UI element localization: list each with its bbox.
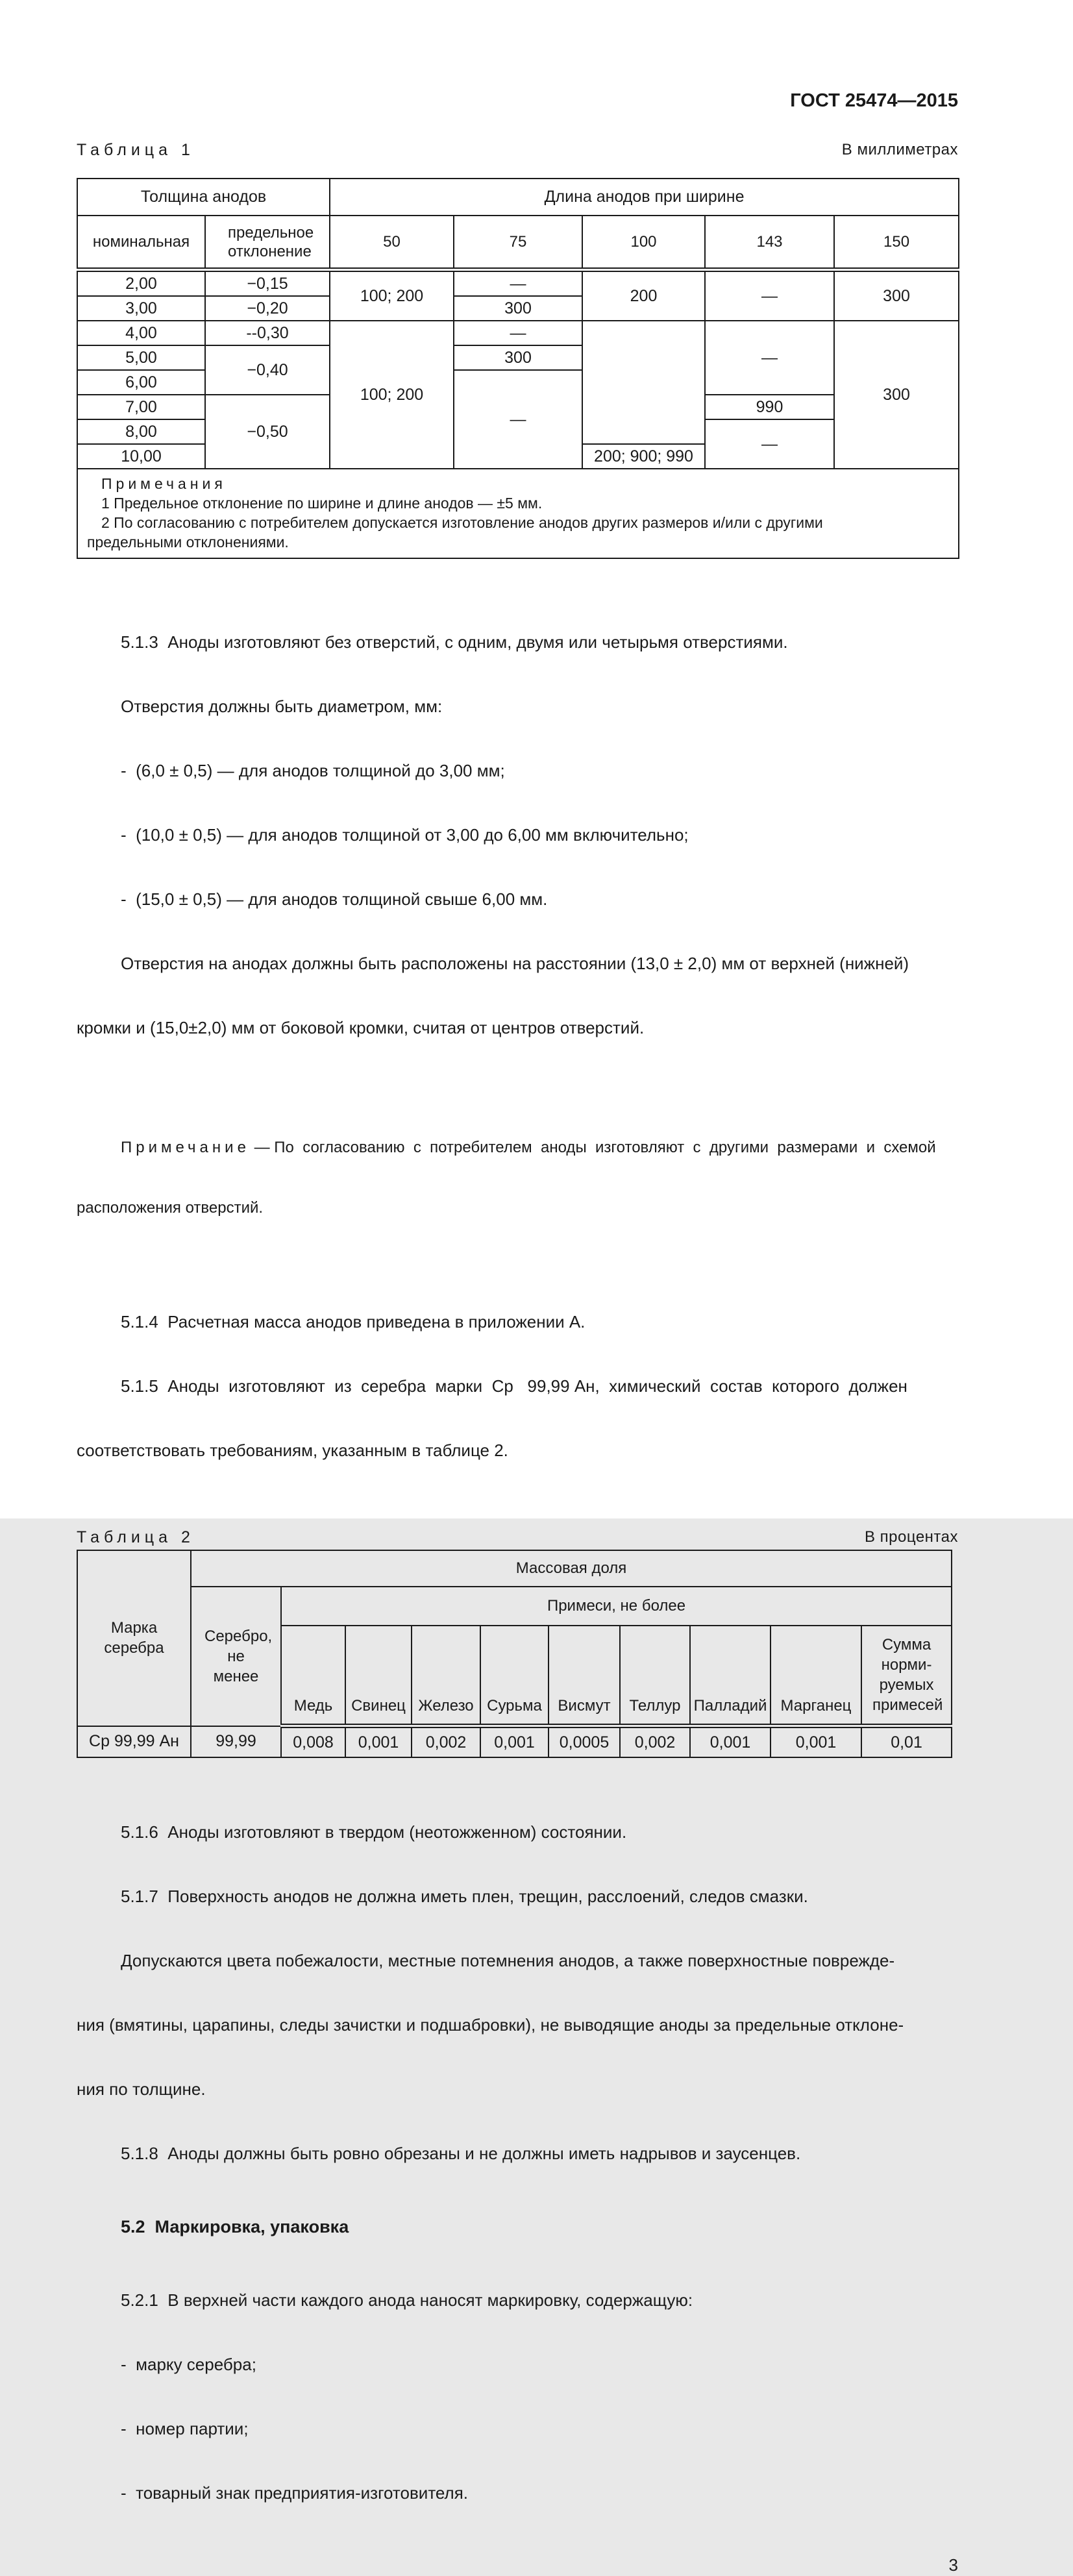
page-content xyxy=(77,0,958,2576)
table1-cell: 200 xyxy=(582,270,705,321)
table2-cell: 0,002 xyxy=(412,1726,480,1758)
table1-cell: −0,20 xyxy=(205,296,330,321)
table1 xyxy=(77,178,959,559)
table1-cell: — xyxy=(705,419,834,469)
table1-cell: 10,00 xyxy=(77,444,205,469)
bullet-diameter-10: - (10,0 ± 0,5) — для анодов толщиной от 3,00 до 6,00 мм включительно; xyxy=(121,825,689,845)
table2-header-row-2 xyxy=(77,1587,952,1626)
table1-header-length: Длина анодов при ширине xyxy=(330,179,959,216)
paragraph-hole-diameters: Отверстия должны быть диаметром, мм: xyxy=(121,697,443,716)
table1-cell: 7,00 xyxy=(77,395,205,419)
table1-cell: 4,00 xyxy=(77,321,205,345)
table1-notes-title: Примечания xyxy=(101,475,227,492)
paragraph-5-1-7-line-2: ния (вмятины, царапины, следы зачистки и подшабровки), не выводящие аноды за предельные отклоне- xyxy=(77,2015,904,2035)
table2-header-antimony: Сурьма xyxy=(480,1626,549,1726)
table2-cell: Ср 99,99 Ан xyxy=(77,1726,191,1758)
table2-header-grade: Марка серебра xyxy=(77,1550,191,1726)
paragraph-5-1-6: 5.1.6 Аноды изготовляют в твердом (неотожженном) состоянии. xyxy=(121,1822,627,1842)
table2-header-bismuth: Висмут xyxy=(549,1626,620,1726)
table2-header-lead: Свинец xyxy=(345,1626,412,1726)
table1-note-2: 2 По согласованию с потребителем допускается изготовление анодов других размеров и/или с другими xyxy=(101,514,823,531)
table1-cell: 6,00 xyxy=(77,370,205,395)
table1-cell: 300 xyxy=(834,321,959,469)
table2-units: В процентах xyxy=(864,1528,958,1546)
table2-cell: 0,001 xyxy=(771,1726,861,1758)
table2-cell: 0,01 xyxy=(861,1726,952,1758)
bullet-batch-number: - номер партии; xyxy=(121,2419,249,2438)
table2-cell: 0,001 xyxy=(345,1726,412,1758)
note-prefix: Примечание xyxy=(121,1139,250,1156)
table1-header-deviation: предельное отклонение xyxy=(205,216,330,270)
paragraph-5-1-7: 5.1.7 Поверхность анодов не должна иметь плен, трещин, расслоений, следов смазки. xyxy=(121,1887,808,1906)
table2-header-impurity-sum: Сумма норми-руемых примесей xyxy=(861,1626,952,1726)
note-block xyxy=(77,1097,958,1258)
table1-header-width-150: 150 xyxy=(834,216,959,270)
bullet-diameter-15: - (15,0 ± 0,5) — для анодов толщиной свыше 6,00 мм. xyxy=(121,889,548,909)
table1-cell: 2,00 xyxy=(77,270,205,297)
doc-number: ГОСТ 25474—2015 xyxy=(790,90,958,111)
table1-caption-row xyxy=(77,140,958,160)
table1-cell: — xyxy=(454,370,582,469)
section-5-1-3 xyxy=(77,589,958,1082)
table1-header-row-1 xyxy=(77,179,959,216)
table1-cell: 200; 900; 990 xyxy=(582,444,705,469)
page-number: 3 xyxy=(948,2555,958,2575)
table1-cell: 100; 200 xyxy=(330,321,454,469)
paragraph-5-1-3: 5.1.3 Аноды изготовляют без отверстий, с одним, двумя или четырьмя отверстиями. xyxy=(121,632,788,652)
bullet-diameter-6: - (6,0 ± 0,5) — для анодов толщиной до 3,00 мм; xyxy=(121,761,505,780)
table1-cell: --0,30 xyxy=(205,321,330,345)
table1-cell: 8,00 xyxy=(77,419,205,444)
table2-header-row-1 xyxy=(77,1550,952,1587)
bullet-trademark: - товарный знак предприятия-изготовителя. xyxy=(121,2483,469,2503)
heading-5-2: 5.2 Маркировка, упаковка xyxy=(121,2217,349,2236)
note-text: — По согласованию с потребителем аноды изготовляют с другими размерами и схемой xyxy=(249,1139,936,1156)
paragraph-5-1-5-line-1: 5.1.5 Аноды изготовляют из серебра марки Ср 99,99 Ан, химический состав которого должен xyxy=(121,1376,907,1396)
table2-header-manganese: Марганец xyxy=(771,1626,861,1726)
table1-cell: 3,00 xyxy=(77,296,205,321)
table1-row xyxy=(77,321,959,345)
table2-cell: 0,0005 xyxy=(549,1726,620,1758)
paragraph-5-1-7-line-1: Допускаются цвета побежалости, местные потемнения анодов, а также поверхностные поврежде- xyxy=(121,1951,895,1970)
table1-note-1: 1 Предельное отклонение по ширине и длине анодов — ±5 мм. xyxy=(101,495,543,512)
table1-cell: 100; 200 xyxy=(330,270,454,321)
table2-header-tellurium: Теллур xyxy=(620,1626,690,1726)
bullet-silver-grade: - марку серебра; xyxy=(121,2355,256,2374)
table1-header-width-50: 50 xyxy=(330,216,454,270)
table2-cell: 0,001 xyxy=(690,1726,771,1758)
table2-cell: 0,002 xyxy=(620,1726,690,1758)
table2-header-iron: Железо xyxy=(412,1626,480,1726)
paragraph-hole-position-line-2: кромки и (15,0±2,0) мм от боковой кромки, считая от центров отверстий. xyxy=(77,1018,645,1037)
table2-caption: Таблица 2 xyxy=(77,1528,195,1546)
table2 xyxy=(77,1550,952,1758)
table1-cell: −0,15 xyxy=(205,270,330,297)
table1-notes-row xyxy=(77,469,959,558)
table2-cell: 0,008 xyxy=(281,1726,345,1758)
table1-cell: 990 xyxy=(705,395,834,419)
note-line-2: расположения отверстий. xyxy=(77,1199,264,1217)
table1-header-width-100: 100 xyxy=(582,216,705,270)
paragraph-5-1-8: 5.1.8 Аноды должны быть ровно обрезаны и не должны иметь надрывов и заусенцев. xyxy=(121,2144,801,2163)
table1-header-row-2 xyxy=(77,216,959,270)
table2-caption-row xyxy=(77,1528,958,1547)
table1-cell: — xyxy=(454,270,582,297)
table2-header-mass-fraction: Массовая доля xyxy=(191,1550,952,1587)
table2-cell: 0,001 xyxy=(480,1726,549,1758)
table2-cell: 99,99 xyxy=(191,1726,281,1758)
section-5-2-1 xyxy=(77,2247,958,2547)
table1-units: В миллиметрах xyxy=(841,141,958,158)
table1-cell: 300 xyxy=(454,345,582,370)
paragraph-hole-position-line-1: Отверстия на анодах должны быть расположены на расстоянии (13,0 ± 2,0) мм от верхней (нижней) xyxy=(121,954,909,973)
table1-cell: 300 xyxy=(454,296,582,321)
table1-cell xyxy=(582,321,705,444)
table1-cell: — xyxy=(705,270,834,321)
table1-cell: −0,40 xyxy=(205,345,330,395)
paragraph-5-1-4: 5.1.4 Расчетная масса анодов приведена в приложении А. xyxy=(121,1312,586,1331)
table2-header-silver-min: Серебро, не менее xyxy=(191,1587,281,1726)
table1-cell: 300 xyxy=(834,270,959,321)
paragraph-5-1-7-line-3: ния по толщине. xyxy=(77,2079,206,2099)
table1-note-2-cont: предельными отклонениями. xyxy=(87,534,289,551)
table2-header-impurities: Примеси, не более xyxy=(281,1587,952,1626)
section-5-1-6-to-8 xyxy=(77,1779,958,2207)
table1-header-thickness: Толщина анодов xyxy=(77,179,330,216)
table2-data-row xyxy=(77,1726,952,1758)
note-line-1 xyxy=(77,1137,958,1158)
paragraph-5-2-1: 5.2.1 В верхней части каждого анода наносят маркировку, содержащую: xyxy=(121,2290,693,2310)
table1-header-nominal: номинальная xyxy=(77,216,205,270)
table1-cell: 5,00 xyxy=(77,345,205,370)
table1-cell: — xyxy=(454,321,582,345)
paragraph-5-1-5-line-2: соответствовать требованиям, указанным в таблице 2. xyxy=(77,1441,508,1460)
table1-cell: — xyxy=(705,321,834,395)
table2-header-copper: Медь xyxy=(281,1626,345,1726)
table1-notes xyxy=(77,469,959,558)
table1-cell: −0,50 xyxy=(205,395,330,469)
table1-caption: Таблица 1 xyxy=(77,141,195,159)
table1-row xyxy=(77,270,959,297)
table2-header-palladium: Палладий xyxy=(690,1626,771,1726)
table1-header-width-75: 75 xyxy=(454,216,582,270)
section-5-1-4-5 xyxy=(77,1269,958,1504)
table1-header-width-143: 143 xyxy=(705,216,834,270)
